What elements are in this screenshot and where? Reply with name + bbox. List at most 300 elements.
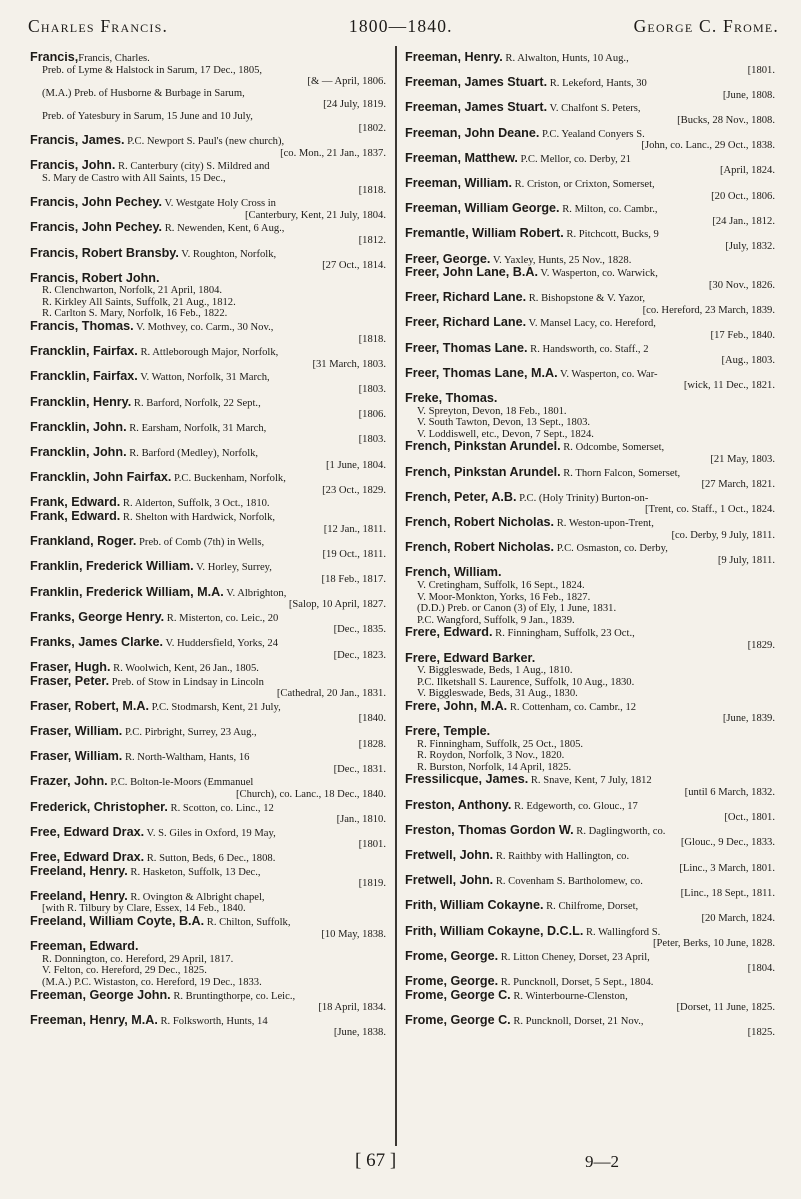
entry-line: [& — April, 1806. [307, 76, 386, 88]
entry-headword: Freeman, Matthew. [405, 152, 518, 165]
entry-headword: Franklin, Frederick William. [30, 561, 194, 574]
entry-headword: Freeman, James Stuart. [405, 102, 548, 115]
entry-line: [Dec., 1835. [333, 624, 386, 636]
entry-text: R. Odcombe, Somerset, [560, 442, 665, 454]
entry-line: [1801. [358, 839, 386, 851]
entry-line [405, 517, 775, 530]
entry-line: [John, co. Lanc., 29 Oct., 1838. [641, 140, 775, 152]
entry-line [405, 52, 775, 65]
entry-headword: Francklin, Henry. [30, 396, 132, 409]
entry-line: [June, 1839. [722, 713, 775, 725]
entry-line [405, 203, 775, 216]
index-entry [405, 441, 775, 465]
entry-text: V. Roughton, Norfolk, [178, 248, 277, 260]
entry-line [405, 1015, 775, 1028]
entry-line: R. Kirkley All Saints, Suffolk, 21 Aug., 1812. [42, 296, 236, 308]
entry-headword: Franklin, Frederick William, M.A. [30, 586, 224, 599]
entry-line: (D.D.) Preb. or Canon (3) of Ely, 1 June, 1831. [417, 603, 617, 615]
entry-line [30, 397, 386, 410]
entry-line [405, 825, 775, 838]
entry-headword: Freston, Thomas Gordon W. [405, 824, 574, 837]
entry-headword: Fressilicque, James. [405, 774, 529, 787]
entry-headword: Freeman, John Deane. [405, 127, 540, 140]
entry-text: V. Wasperton, co. War- [557, 368, 658, 380]
entry-line [30, 587, 386, 600]
entry-line: [1806. [358, 409, 386, 421]
entry-headword: French, William. [405, 567, 502, 580]
entry-line: [20 March, 1824. [701, 912, 775, 924]
entry-line: [1801. [747, 64, 775, 76]
entry-headword: Fraser, William. [30, 751, 123, 764]
entry-headword: Fraser, Peter. [30, 675, 110, 688]
entry-line: [1840. [358, 713, 386, 725]
entry-line: [Cathedral, 20 Jan., 1831. [276, 688, 386, 700]
entry-text: R. Earsham, Norfolk, 31 March, [126, 422, 267, 434]
entry-headword: Fraser, Hugh. [30, 662, 111, 675]
entry-text: R. Winterbourne-Clenston, [510, 990, 628, 1002]
entry-line: [1803. [358, 434, 386, 446]
index-entry [405, 52, 775, 76]
entry-text: V. Watton, Norfolk, 31 March, [137, 372, 270, 384]
entry-line [405, 102, 775, 115]
index-entry [30, 197, 386, 221]
index-entry [30, 827, 386, 851]
entry-headword: French, Peter, A.B. [405, 491, 517, 504]
entry-text: R. Attleborough Major, Norfolk, [137, 347, 279, 359]
entry-line: [19 Oct., 1811. [322, 548, 386, 560]
entry-line: [20 Oct., 1806. [711, 190, 775, 202]
index-entry [30, 561, 386, 585]
entry-headword: Freeman, James Stuart. [405, 77, 548, 90]
entry-line: [Glouc., 9 Dec., 1833. [680, 837, 775, 849]
entry-headword: Freeman, Henry. [405, 52, 503, 64]
index-entry [30, 472, 386, 496]
entry-line [405, 267, 775, 280]
entry-text: R. Raithby with Hallington, co. [493, 851, 630, 862]
entry-text: R. Folksworth, Hunts, 14 [157, 1015, 268, 1027]
entry-line [30, 160, 386, 173]
index-entry [405, 228, 775, 252]
entry-headword: Francis, James. [30, 135, 125, 148]
entry-headword: Freeland, William Coyte, B.A. [30, 915, 205, 928]
entry-line [405, 567, 775, 580]
entry-headword: Fraser, William. [30, 726, 123, 739]
entry-text: R. Criston, or Crixton, Somerset, [511, 178, 655, 190]
index-entry [405, 774, 775, 798]
entry-text: R. Alderton, Suffolk, 3 Oct., 1810. [120, 498, 270, 510]
entry-line: V. South Tawton, Devon, 13 Sept., 1803. [417, 417, 591, 429]
entry-line [405, 850, 775, 863]
index-entry [405, 467, 775, 491]
index-entry [30, 802, 386, 826]
index-entry [405, 292, 775, 316]
index-entry [30, 852, 386, 865]
entry-text: R. Canterbury (city) S. Mildred and [115, 161, 270, 173]
index-entry [30, 321, 386, 345]
entry-headword: Freeland, Henry. [30, 890, 128, 903]
entry-line: [1802. [358, 122, 386, 134]
index-entry [405, 517, 775, 541]
entry-text: Preb. of Stow in Lindsay in Lincoln [109, 676, 264, 688]
entry-headword: Freke, Thomas. [405, 393, 498, 406]
entry-text: R. Chilfrome, Dorset, [543, 901, 639, 913]
entry-line: [Dec., 1831. [333, 763, 386, 775]
entry-text: R. Alwalton, Hunts, 10 Aug., [502, 53, 629, 64]
entry-line: R. Burston, Norfolk, 14 April, 1825. [417, 761, 572, 773]
entry-line: [18 April, 1834. [318, 1002, 386, 1014]
entry-line: [Canterbury, Kent, 21 July, 1804. [244, 209, 386, 221]
entry-line [405, 178, 775, 191]
entry-text: R. Handsworth, co. Staff., 2 [527, 343, 649, 355]
index-entry [30, 676, 386, 700]
index-entry [405, 850, 775, 874]
entry-line [405, 467, 775, 480]
entry-line [405, 368, 775, 381]
entry-text: R. Scotton, co. Linc., 12 [167, 802, 274, 814]
entry-headword: Frome, George C. [405, 1014, 511, 1027]
entry-line [30, 422, 386, 435]
entry-text: V. Chalfont S. Peters, [547, 103, 641, 115]
entry-text: V. Horley, Surrey, [193, 562, 272, 574]
entry-text: R. North-Waltham, Hants, 16 [122, 752, 250, 764]
entry-headword: Francklin, Fairfax. [30, 371, 138, 384]
entry-line: V. Biggleswade, Beds, 31 Aug., 1830. [417, 688, 578, 700]
running-head [28, 16, 779, 42]
entry-line [405, 875, 775, 888]
index-entry [405, 254, 775, 267]
entry-headword: Frederick, Christopher. [30, 801, 168, 814]
entry-text: P.C. (Holy Trinity) Burton-on- [516, 492, 649, 504]
index-entry [405, 492, 775, 516]
entry-line: R. Roydon, Norfolk, 3 Nov., 1820. [417, 750, 565, 762]
entry-line: [Jan., 1810. [336, 814, 386, 826]
entry-line: [1818. [358, 184, 386, 196]
entry-line: [9 July, 1811. [717, 554, 775, 566]
entry-headword: Fretwell, John. [405, 875, 494, 888]
entry-text: V. Mansel Lacy, co. Hereford, [526, 318, 656, 330]
entry-headword: Franks, James Clarke. [30, 636, 164, 649]
entry-text: R. Barford (Medley), Norfolk, [126, 448, 259, 459]
index-entry [30, 866, 386, 890]
index-entry [405, 627, 775, 651]
entry-text: R. Shelton with Hardwick, Norfolk, [120, 511, 276, 523]
entry-headword: Frank, Edward. [30, 497, 121, 510]
entry-text: Preb. of Comb (7th) in Wells, [136, 537, 265, 549]
index-entry [405, 102, 775, 126]
index-entry [30, 422, 386, 446]
entry-line [405, 292, 775, 305]
entry-line [30, 916, 386, 929]
entry-text: R. Woolwich, Kent, 26 Jan., 1805. [110, 663, 259, 675]
entry-line [30, 827, 386, 840]
entry-text: P.C. Buckenham, Norfolk, [171, 473, 286, 485]
entry-line [405, 492, 775, 505]
index-entry [30, 941, 386, 988]
entry-line: [July, 1832. [725, 240, 775, 252]
entry-headword: Freer, Richard Lane. [405, 317, 527, 330]
entry-headword: Fretwell, John. [405, 850, 494, 862]
entry-line [405, 726, 775, 739]
entry-text: R. Chilton, Suffolk, [204, 916, 291, 928]
index-entry [30, 397, 386, 421]
entry-headword: Frome, George. [405, 950, 499, 963]
entry-headword: Freeman, William. [405, 177, 512, 190]
entry-headword: Franks, George Henry. [30, 611, 165, 624]
index-entry [30, 1015, 386, 1039]
index-entry [30, 662, 386, 675]
entry-line [30, 197, 386, 210]
entry-line: [Salop, 10 April, 1827. [288, 599, 386, 611]
index-entry [405, 875, 775, 899]
entry-headword: Freer, John Lane, B.A. [405, 267, 538, 280]
entry-text: P.C. Osmaston, co. Derby, [554, 543, 668, 555]
entry-line: [Trent, co. Staff., 1 Oct., 1824. [644, 504, 775, 516]
entry-line: [co. Mon., 21 Jan., 1837. [280, 147, 386, 159]
index-entry [30, 587, 386, 611]
entry-line [30, 536, 386, 549]
entry-line: [1825. [747, 1027, 775, 1039]
entry-headword: Francis, John. [30, 160, 116, 173]
entry-line: [24 Jan., 1812. [712, 215, 775, 227]
index-entry [405, 368, 775, 392]
entry-line: V. Biggleswade, Beds, 1 Aug., 1810. [417, 665, 573, 677]
entry-line [30, 321, 386, 334]
entry-text: R. Misterton, co. Leic., 20 [164, 612, 279, 624]
entry-line [405, 77, 775, 90]
entry-line: R. Finningham, Suffolk, 25 Oct., 1805. [417, 738, 584, 750]
entry-line [405, 254, 775, 267]
index-entry [405, 542, 775, 566]
entry-line: R. Donnington, co. Hereford, 29 April, 1817. [42, 953, 234, 965]
entry-line: [April, 1824. [719, 165, 775, 177]
entry-line: [wick, 11 Dec., 1821. [683, 380, 775, 392]
entry-line: V. Felton, co. Hereford, 29 Dec., 1825. [42, 965, 207, 977]
entry-headword: Freeman, Edward. [30, 941, 139, 954]
entry-headword: Francklin, John. [30, 421, 127, 434]
entry-headword: French, Robert Nicholas. [405, 542, 555, 555]
entry-line [405, 542, 775, 555]
column-divider [395, 46, 397, 1146]
index-entry [30, 52, 386, 134]
entry-line [30, 612, 386, 625]
index-entry [405, 343, 775, 367]
entry-headword: Francklin, John Fairfax. [30, 472, 172, 485]
entry-line: [1 June, 1804. [325, 459, 386, 471]
entry-text: R. Ovington & Albright chapel, [127, 891, 265, 903]
entry-headword: Freston, Anthony. [405, 799, 512, 812]
entry-text: R. Covenham S. Bartholomew, co. [493, 876, 643, 888]
entry-headword: Freer, Richard Lane. [405, 292, 527, 305]
entry-line: [1818. [358, 333, 386, 345]
entry-line [30, 891, 386, 904]
index-entry [30, 497, 386, 510]
entry-headword: Francis, John Pechey. [30, 222, 163, 235]
entry-line [405, 128, 775, 141]
entry-line: [27 March, 1821. [701, 479, 775, 491]
entry-text: R. Finningham, Suffolk, 23 Oct., [492, 628, 635, 640]
entry-line [405, 441, 775, 454]
entry-text: R. Daglingworth, co. [573, 825, 666, 837]
index-entry [405, 926, 775, 950]
entry-headword: Frome, George. [405, 975, 499, 988]
entry-line: [10 May, 1838. [321, 928, 386, 940]
entry-line: Preb. of Lyme & Halstock in Sarum, 17 Dec., 1805, [42, 64, 263, 76]
index-entry [405, 653, 775, 700]
entry-line [30, 52, 386, 65]
entry-line: [18 Feb., 1817. [321, 573, 386, 585]
entry-headword: French, Pinkstan Arundel. [405, 441, 561, 454]
entry-line [30, 248, 386, 261]
entry-headword: Francis, John Pechey. [30, 197, 163, 210]
entry-line [405, 951, 775, 964]
entry-line [405, 701, 775, 714]
entry-line [30, 637, 386, 650]
entry-text: P.C. Bolton-le-Moors (Emmanuel [107, 777, 254, 789]
entry-text: Francis, Charles. [78, 53, 150, 64]
index-entry [30, 916, 386, 940]
index-entry [405, 990, 775, 1014]
entry-line: [21 May, 1803. [710, 454, 775, 465]
index-entry [405, 900, 775, 924]
entry-headword: Francis, [30, 52, 79, 64]
entry-line [30, 222, 386, 235]
entry-line: [Aug., 1803. [721, 355, 775, 367]
entry-line [30, 776, 386, 789]
entry-text: R. Weston-upon-Trent, [554, 517, 654, 529]
signature-mark: 9—2 [585, 1152, 619, 1171]
index-entry [405, 1015, 775, 1039]
entry-text: R. Litton Cheney, Dorset, 23 April, [498, 951, 650, 963]
index-entry [405, 393, 775, 440]
entry-line [30, 273, 386, 286]
entry-line [30, 802, 386, 815]
entry-line [30, 941, 386, 954]
entry-line [405, 393, 775, 406]
entry-line [30, 497, 386, 510]
index-entry [30, 447, 386, 471]
entry-headword: Frome, George C. [405, 989, 511, 1002]
index-entry [405, 976, 775, 989]
entry-line: S. Mary de Castro with All Saints, 15 Dec., [42, 172, 226, 184]
index-entry [405, 567, 775, 626]
index-entry [405, 726, 775, 773]
index-entry [30, 536, 386, 560]
index-entry [405, 153, 775, 177]
entry-headword: Free, Edward Drax. [30, 852, 145, 864]
index-entry [30, 248, 386, 272]
entry-line: [17 Feb., 1840. [710, 330, 775, 342]
entry-line: [June, 1838. [333, 1027, 386, 1039]
entry-text: R. Pitchcott, Bucks, 9 [563, 229, 659, 241]
entry-headword: Francklin, Fairfax. [30, 346, 138, 359]
entry-line: [31 March, 1803. [312, 358, 386, 370]
entry-line: [Linc., 3 March, 1801. [679, 862, 775, 874]
entry-line [405, 343, 775, 356]
entry-line [30, 1015, 386, 1028]
entry-line [405, 926, 775, 939]
running-head-left: Charles Francis. [28, 16, 169, 36]
entry-line [30, 990, 386, 1003]
entry-line: [1803. [358, 384, 386, 396]
entry-line [30, 472, 386, 485]
index-entry [405, 825, 775, 849]
index-entry [405, 203, 775, 227]
entry-headword: Free, Edward Drax. [30, 826, 145, 839]
entry-line [405, 800, 775, 813]
entry-headword: Freer, Thomas Lane, M.A. [405, 367, 558, 380]
entry-line [30, 511, 386, 524]
entry-text: R. Bishopstone & V. Yazor, [526, 293, 646, 305]
entry-headword: Francis, Robert Bransby. [30, 247, 179, 260]
entry-headword: Fraser, Robert, M.A. [30, 700, 149, 713]
running-head-right: George C. Frome. [633, 16, 779, 36]
entry-line: [June, 1808. [722, 89, 775, 101]
entry-line: [Oct., 1801. [724, 812, 775, 824]
entry-text: P.C. Stodmarsh, Kent, 21 July, [148, 701, 281, 713]
entry-text: R. Lekeford, Hants, 30 [547, 78, 647, 90]
entry-line: [co. Hereford, 23 March, 1839. [642, 304, 775, 316]
entry-text: R. Thorn Falcon, Somerset, [560, 467, 681, 479]
entry-text: V. S. Giles in Oxford, 19 May, [144, 827, 276, 839]
left-column [30, 52, 386, 1152]
entry-line [405, 990, 775, 1003]
entry-headword: Freeman, William George. [405, 203, 560, 216]
entry-line [405, 228, 775, 241]
index-entry [30, 776, 386, 800]
index-entry [30, 990, 386, 1014]
index-entry [405, 77, 775, 101]
entry-line: [Dorset, 11 June, 1825. [676, 1002, 775, 1014]
entry-line: [24 July, 1819. [323, 99, 386, 111]
entry-line [405, 976, 775, 989]
entry-headword: Frere, John, M.A. [405, 700, 508, 713]
entry-line [30, 751, 386, 764]
entry-line [30, 852, 386, 865]
entry-line: V. Spreyton, Devon, 18 Feb., 1801. [417, 405, 567, 417]
entry-text: V. Yaxley, Hunts, 25 Nov., 1828. [490, 254, 632, 266]
entry-text: R. Edgeworth, co. Glouc., 17 [511, 800, 638, 812]
entry-line: [Linc., 18 Sept., 1811. [680, 887, 775, 899]
entry-line [405, 653, 775, 666]
index-entry [30, 135, 386, 159]
entry-headword: Frith, William Cokayne, D.C.L. [405, 925, 584, 938]
entry-line: [co. Derby, 9 July, 1811. [671, 529, 775, 541]
entry-line: [12 Jan., 1811. [323, 523, 386, 535]
entry-line: [23 Oct., 1829. [322, 484, 386, 496]
index-entry [30, 222, 386, 246]
entry-line [405, 774, 775, 787]
entry-line: [Peter, Berks, 10 June, 1828. [653, 938, 775, 950]
entry-line: [Bucks, 28 Nov., 1808. [677, 114, 775, 126]
entry-line: [1828. [358, 738, 386, 750]
entry-line [30, 662, 386, 675]
entry-line: [with R. Tilbury by Clare, Essex, 14 Feb., 1840. [42, 903, 246, 915]
index-entry [405, 317, 775, 341]
entry-headword: French, Pinkstan Arundel. [405, 466, 561, 479]
entry-line [30, 447, 386, 460]
entry-headword: Francis, Thomas. [30, 321, 134, 334]
entry-line [405, 900, 775, 913]
entry-text: V. Westgate Holy Cross in [162, 198, 276, 210]
entry-text: R. Sutton, Beds, 6 Dec., 1808. [144, 853, 276, 864]
entry-headword: Francklin, John. [30, 447, 127, 459]
entry-headword: Frere, Edward. [405, 627, 493, 640]
entry-headword: Frankland, Roger. [30, 536, 137, 549]
index-entry [405, 128, 775, 152]
entry-text: V. Wasperton, co. Warwick, [537, 268, 658, 280]
entry-headword: Francis, Robert John. [30, 272, 160, 285]
entry-text: R. Puncknoll, Dorset, 5 Sept., 1804. [498, 976, 654, 988]
